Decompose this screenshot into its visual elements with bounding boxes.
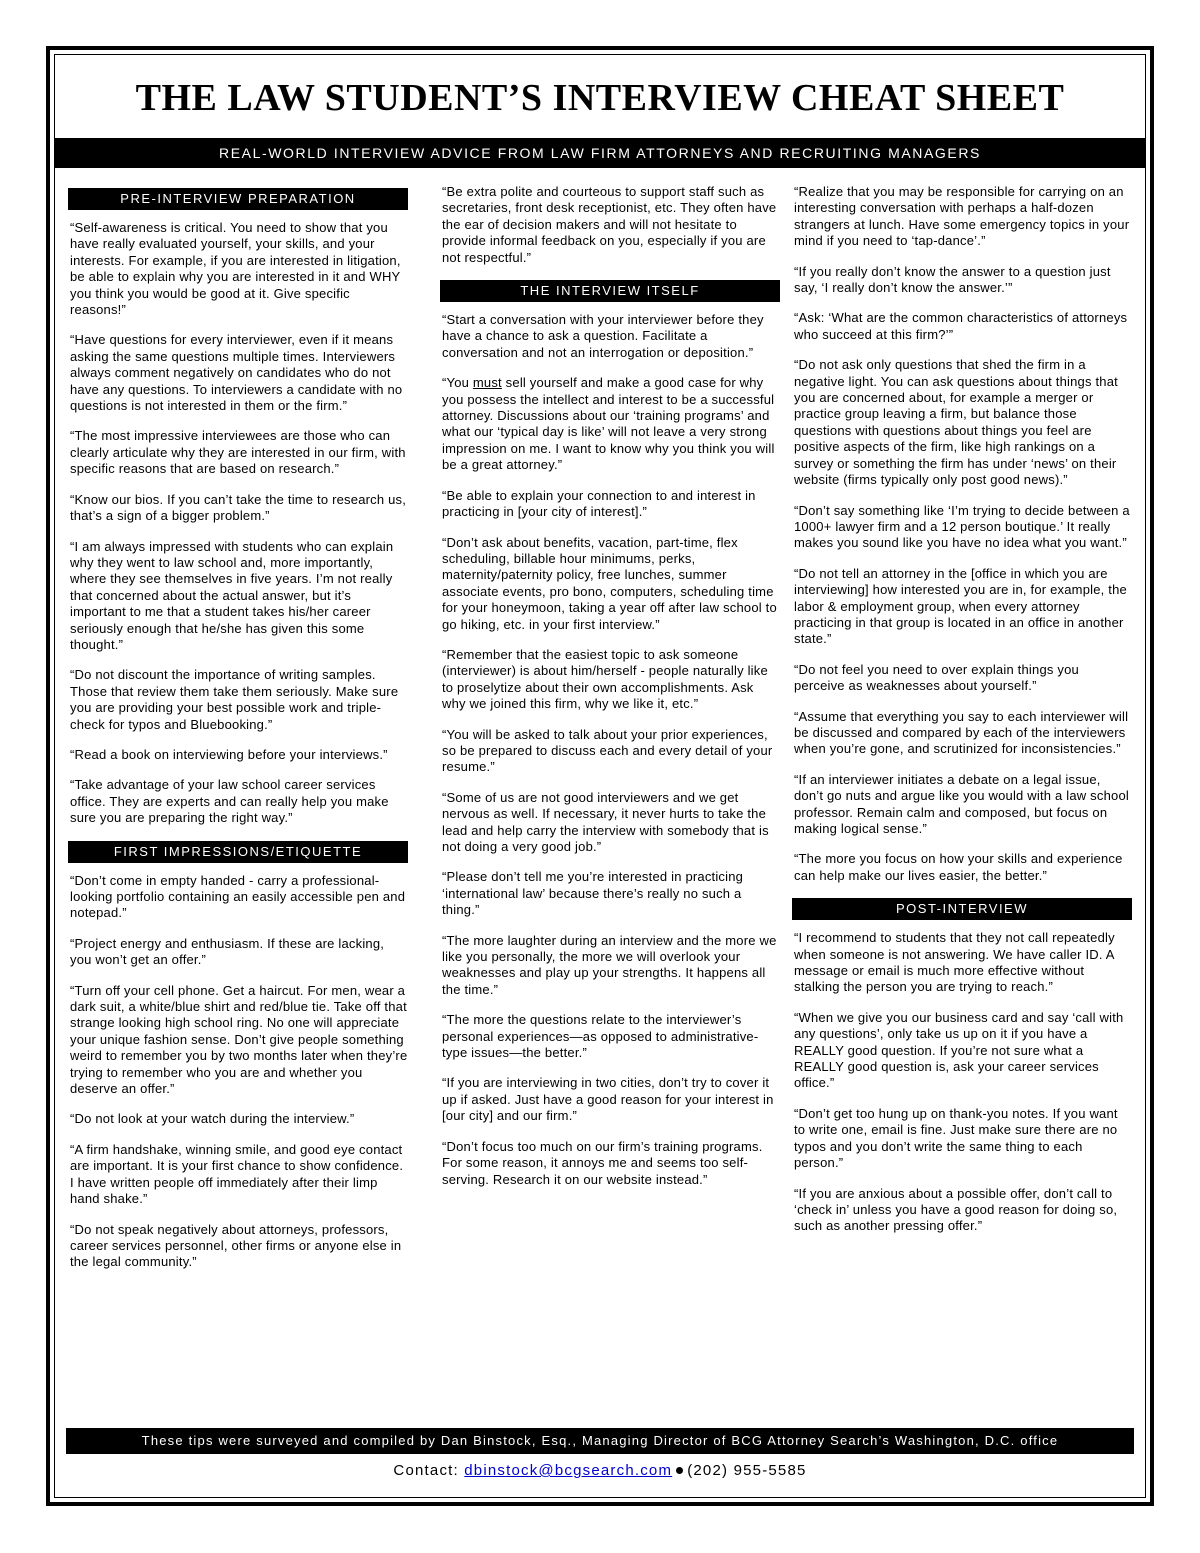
tip: “Remember that the easiest topic to ask someone (interviewer) is about him/herself - people naturally like to proselytize about their own accomplishments. Ask why we joined this firm, why we like it, etc.” xyxy=(442,646,768,712)
tip: “Have questions for every interviewer, even if it means asking the same questions multiple times. Interviewers always comment negatively on candidates who do not have any questions. To interviewers a candidate with no questions is not interested in them or the firm.” xyxy=(70,332,403,414)
tip: “You will be asked to talk about your prior experiences, so be prepared to discuss each and every detail of your resume.” xyxy=(442,726,773,775)
tip-must-post: sell yourself and make a good case for why you possess the intellect and interest to be a successful attorney. Discussions about our ‘training programs’ and what our ‘typical day is like’ will not leave a very strong impression on me. I want to know why you think you will be a great attorney.” xyxy=(442,375,775,473)
tip: “Please don’t tell me you’re interested in practicing ‘international law’ because there’s really no such a thing.” xyxy=(442,869,744,918)
section-heading-first-impressions: FIRST IMPRESSIONS/ETIQUETTE xyxy=(68,841,408,863)
tip: “Know our bios. If you can’t take the time to research us, that’s a sign of a bigger problem.” xyxy=(70,491,407,524)
email-link[interactable]: dbinstock@bcgsearch.com xyxy=(464,1462,673,1479)
tip: “The most impressive interviewees are those who can clearly articulate why they are interested in our firm, with specific reasons that are based on research.” xyxy=(70,428,406,477)
tip-must-pre: “You xyxy=(442,375,473,391)
section-heading-post-interview: POST-INTERVIEW xyxy=(792,898,1132,920)
section-heading-pre-interview: PRE-INTERVIEW PREPARATION xyxy=(68,188,408,210)
tip: “The more you focus on how your skills and experience can help make our lives easier, the better.” xyxy=(794,851,1123,883)
tip: “Do not speak negatively about attorneys, professors, career services personnel, other firms or anyone else in the legal community.” xyxy=(70,1221,402,1270)
tip: “Project energy and enthusiasm. If these are lacking, you won’t get an offer.” xyxy=(70,935,385,968)
contact-label: Contact: xyxy=(393,1462,465,1479)
tip: “Do not look at your watch during the interview.” xyxy=(70,1111,355,1127)
bullet-icon xyxy=(676,1467,683,1474)
tip: “Assume that everything you say to each interviewer will be discussed and compared by each of the interviewers when you’re gone, and scrutinized for inconsistencies.” xyxy=(794,708,1129,757)
footer-credit: These tips were surveyed and compiled by Dan Binstock, Esq., Managing Director of BCG Attorney Search’s Washington, D.C. office xyxy=(66,1428,1134,1454)
tip: “Do not discount the importance of writing samples. Those that review them take them seriously. Make sure you are providing your best possible work and triple-check for typos and Bluebooking.” xyxy=(70,667,399,732)
section-heading-interview-itself: THE INTERVIEW ITSELF xyxy=(440,280,780,302)
tip: “Realize that you may be responsible for carrying on an interesting conversation with perhaps a half-dozen strangers at lunch. Have some emergency topics in your mind if you need to ‘tap-dance’.” xyxy=(794,184,1130,249)
tip: “If an interviewer initiates a debate on a legal issue, don’t go nuts and argue like you would with a law school professor. Remain calm and composed, but focus on making logical sense.” xyxy=(794,771,1129,836)
tip: “Don’t ask about benefits, vacation, part-time, flex scheduling, billable hour minimums, perks, maternity/paternity policy, free lunches, summer associate events, pro bono, computers, scheduling time for your honeymoon, taking a year off after law school to go hiking, etc. in your first interview.” xyxy=(442,534,777,632)
tip: “Don’t focus too much on our firm’s training programs. For some reason, it annoys me and seems too self-serving. Research it on our website instead.” xyxy=(442,1138,763,1187)
column-1 xyxy=(68,184,408,1285)
tip: “Start a conversation with your interviewer before they have a chance to ask a question. Facilitate a conversation and not an interrogation or deposition.” xyxy=(442,312,764,360)
tip: “I am always impressed with students who can explain why they went to law school and, more importantly, where they see themselves in five years. I’m not really that concerned about the actual answer, but it’s important to me that a student takes his/her career seriously enough that he/she has given this some thought.” xyxy=(70,538,394,652)
tip: “Be able to explain your connection to and interest in practicing in [your city of interest].” xyxy=(442,487,756,520)
tip: “Don’t say something like ‘I’m trying to decide between a 1000+ lawyer firm and a 12 person boutique.’ It really makes you sound like you have no idea what you want.” xyxy=(794,502,1130,551)
tip: “I recommend to students that they not call repeatedly when someone is not answering. We have caller ID. A message or email is much more effective without stalking the person you are trying to reach.” xyxy=(794,930,1115,995)
tip-must xyxy=(442,375,780,473)
tip: “The more laughter during an interview and the more we like you personally, the more we will overlook your weaknesses and play up your strengths. It happens all the time.” xyxy=(442,932,777,997)
tip: “A firm handshake, winning smile, and good eye contact are important. It is your first chance to show confidence. I have written people off immediately after their limp hand shake.” xyxy=(70,1141,404,1207)
column-3 xyxy=(792,184,1132,1249)
tip: “If you are interviewing in two cities, don’t try to cover it up if asked. Just have a good reason for your interest in [our city] and our firm.” xyxy=(442,1075,774,1124)
phone-number: (202) 955-5585 xyxy=(687,1462,807,1479)
tip: “Turn off your cell phone. Get a haircut. For men, wear a dark suit, a white/blue shirt and red/blue tie. Take off that strange looking high school ring. No one will appreciate your unique fashion sense. Don’t give people something weird to remember you by two months later when they’re trying to remember who you are and whether you deserve an offer.” xyxy=(70,982,408,1097)
tip: “Don’t get too hung up on thank-you notes. If you want to write one, email is fine. Just make sure there are no typos and you don’t write the same thing to each person.” xyxy=(794,1105,1118,1171)
tip: “The more the questions relate to the interviewer’s personal experiences—as opposed to administrative-type issues—the better.” xyxy=(442,1012,759,1061)
tip: “Be extra polite and courteous to support staff such as secretaries, front desk receptionist, etc. They often have the ear of decision makers and will not hesitate to provide informal feedback on you, especially if you are not respectful.” xyxy=(442,184,777,265)
tip: “Read a book on interviewing before your interviews.” xyxy=(70,746,388,762)
tip: “Do not tell an attorney in the [office in which you are interviewing] how interested you are in, for example, the labor & employment group, when every attorney practicing in that group is located in an office in another state.” xyxy=(794,565,1127,647)
tip: “Take advantage of your law school career services office. They are experts and can really help you make sure you are preparing the right way.” xyxy=(70,777,389,826)
tip: “Do not ask only questions that shed the firm in a negative light. You can ask questions about things that you are concerned about, for example a merger or practice group leaving a firm, but balance those questions with questions about things you feel are positive aspects of the firm, like high rankings on a survey or something the firm has under ‘news’ on their website (firms typically only post good news).” xyxy=(794,357,1118,488)
page-title: THE LAW STUDENT’S INTERVIEW CHEAT SHEET xyxy=(135,77,1065,119)
subtitle-bar: REAL-WORLD INTERVIEW ADVICE FROM LAW FIRM ATTORNEYS AND RECRUITING MANAGERS xyxy=(54,138,1146,168)
tip: “Some of us are not good interviewers and we get nervous as well. If necessary, it never hurts to take the lead and help carry the interview with somebody that is not doing a very good job.” xyxy=(442,789,769,854)
tip: “If you are anxious about a possible offer, don’t call to ‘check in’ unless you have a good reason for doing so, such as another pressing offer.” xyxy=(794,1185,1118,1234)
tip: “Do not feel you need to over explain things you perceive as weaknesses about yourself.” xyxy=(794,661,1079,694)
column-2 xyxy=(440,184,780,1202)
tip: “Don’t come in empty handed - carry a professional-looking portfolio containing an easily accessible pen and notepad.” xyxy=(70,872,406,921)
tip-must-emphasis: must xyxy=(472,375,502,391)
tip: “If you really don’t know the answer to a question just say, ‘I really don’t know the answer.’” xyxy=(794,263,1111,296)
tip: “When we give you our business card and say ‘call with any questions’, only take us up on it if you have a REALLY good question. If you’re not sure what a REALLY good question is, ask your career services office.” xyxy=(794,1009,1124,1091)
tip: “Self-awareness is critical. You need to show that you have really evaluated yourself, your skills, and your interests. For example, if you are interested in litigation, be able to explain why you are interested in it and WHY you think you would be good at it. Give specific reasons!” xyxy=(70,220,401,318)
tip: “Ask: ‘What are the common characteristics of attorneys who succeed at this firm?’” xyxy=(794,310,1128,342)
contact-line xyxy=(0,1462,1200,1479)
